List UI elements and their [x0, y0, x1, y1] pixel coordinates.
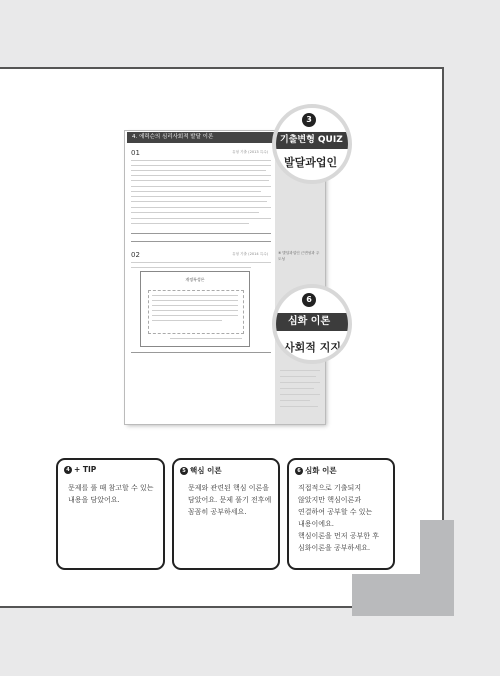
sidebar-line — [280, 388, 314, 389]
text-line — [131, 207, 271, 208]
text-line — [131, 223, 249, 224]
number-badge: 5 — [180, 467, 188, 475]
question-source: 유형 기출 (2014 특수) — [232, 252, 269, 256]
text-line — [131, 262, 271, 263]
sidebar-line — [280, 400, 310, 401]
number-badge: 4 — [64, 466, 72, 474]
text-line — [152, 300, 238, 301]
text-line — [131, 160, 271, 161]
magnified-text: 발달과업인 — [284, 156, 338, 169]
card-tip — [56, 458, 165, 570]
card-title — [64, 465, 96, 474]
sidebar-line — [280, 370, 320, 371]
text-line — [152, 320, 222, 321]
magnifier-theory — [272, 284, 352, 364]
text-line — [152, 295, 238, 296]
card-core-theory — [172, 458, 280, 570]
text-line — [131, 267, 251, 268]
sidebar-line — [280, 382, 320, 383]
text-line — [131, 180, 269, 181]
sidebar-note: ⑥ 발달과업인 근면성과 주도성 — [278, 251, 320, 261]
number-badge: 3 — [302, 113, 316, 127]
card-title — [295, 465, 337, 476]
quiz-label-bar: 기출변형 QUIZ — [276, 132, 352, 149]
sidebar-line — [280, 376, 316, 377]
magnified-text: 사회적 지지 — [284, 341, 341, 354]
theory-label-bar: 심화 이론 — [276, 313, 352, 331]
question-number: 01 — [131, 149, 140, 157]
text-line — [131, 191, 261, 192]
card-title-text: + TIP — [74, 465, 97, 474]
box-title: 개정특성론 — [185, 277, 205, 282]
card-advanced-theory — [287, 458, 395, 570]
sidebar-line — [280, 406, 318, 407]
number-badge: 6 — [295, 467, 303, 475]
text-line — [170, 338, 242, 339]
question-number: 02 — [131, 251, 140, 259]
text-line — [152, 305, 238, 306]
corner-block — [352, 574, 454, 616]
card-title — [180, 465, 222, 476]
text-line — [152, 310, 238, 311]
card-body: 문제를 풀 때 참고할 수 있는 내용을 담았어요. — [68, 484, 154, 504]
text-line — [131, 212, 259, 213]
text-line — [131, 175, 271, 176]
question-source: 유형 기출 (2013 특수) — [232, 150, 269, 154]
sidebar-line — [280, 394, 320, 395]
answer-divider — [131, 352, 271, 353]
text-line — [131, 196, 271, 197]
card-body: 직접적으로 기출되지 않았지만 핵심이론과 연결하여 공부할 수 있는 내용이에요. 핵심이론을 먼저 공부한 후 심화이론을 공부하세요. — [298, 484, 380, 552]
text-line — [131, 165, 271, 166]
text-line — [131, 186, 271, 187]
card-body: 문제와 관련된 핵심 이론을 담았어요. 문제 풀기 전후에 꼼꼼히 공부하세요. — [188, 484, 272, 516]
text-line — [152, 315, 238, 316]
answer-divider — [131, 241, 271, 242]
text-line — [131, 170, 266, 171]
answer-divider — [131, 233, 271, 234]
number-badge: 6 — [302, 293, 316, 307]
text-line — [131, 201, 267, 202]
card-title-text: 핵심 이론 — [190, 466, 222, 475]
card-title-text: 심화 이론 — [305, 466, 337, 475]
magnifier-quiz — [272, 104, 352, 184]
corner-block — [442, 520, 454, 616]
text-line — [131, 218, 271, 219]
page-section-header: 4. 에릭슨의 심리사회적 발달 이론 — [127, 132, 285, 143]
question-box-inner — [148, 290, 244, 334]
